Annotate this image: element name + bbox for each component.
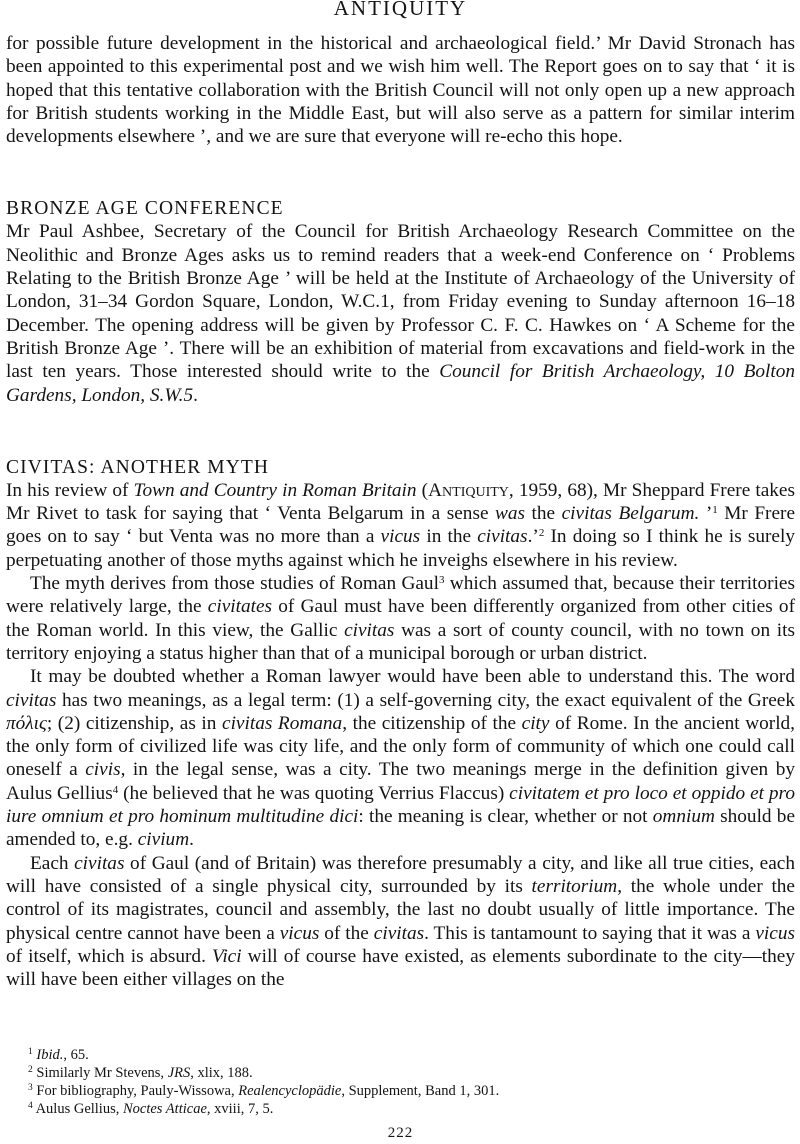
- footnote-ref-4: 4: [112, 783, 119, 796]
- latin-quotation: civitatem et pro loco et oppido et pro iure omnium et pro hominum multitudine dici: [6, 782, 795, 828]
- page-number: 222: [387, 1125, 414, 1141]
- civitas-paragraph-2: The myth derives from those studies of Roman Gaul$^3$ which assumed that, because their territories were relatively large, the civitates of Gaul must have been differently organized from other cities of the Roman world. In this view, the Gallic civitas was a sort of county council, with no town on its territory enjoying a status higher than that of a municipal borough or urban district.: [6, 573, 795, 664]
- civitas-heading: CIVITAS: ANOTHER MYTH: [6, 456, 270, 478]
- bronze-age-paragraph: Mr Paul Ashbee, Secretary of the Council for British Archaeology Research Committee on the Neolithic and Bronze Ages asks us to remind readers that a week-end Conference on ‘ Problems Relating to the British Bronze Age ’ will be held at the Institute of Archaeology of the University of London, 31–34 Gordon Square, London, W.C.1, from Friday evening to Sunday afternoon 16–18 December. The opening address will be given by Professor C. F. C. Hawkes on ‘ A Scheme for the British Bronze Age ’. There will be an exhibition of material from excavations and field-work in the last ten years. Those interested should write to the Council for British Archaeology, 10 Bolton Gardens, London, S.W.5.: [6, 221, 796, 406]
- footnote-3: $^3$ For bibliography, Pauly-Wissowa, Realencyclopädie, Supplement, Band 1, 301.: [28, 1083, 500, 1099]
- civitas-paragraph-1: In his review of Town and Country in Roman Britain (Antiquity, 1959, 68), Mr Sheppard Frere takes Mr Rivet to task for saying that ‘ Venta Belgarum in a sense was the civitas Belgarum. ’$^1$ Mr Frere goes on to say ‘ but Venta was no more than a vicus in the civitas.’$^2$ In doing so I think he is surely perpetuating another of those myths against which he inveighs elsewhere in his review.: [6, 479, 796, 571]
- cba-address: Council for British Archaeology, 10 Bolton Gardens, London, S.W.5: [6, 361, 796, 406]
- intro-paragraph: for possible future development in the historical and archaeological field.’ Mr David Stronach has been appointed to this experimental post and we wish him well. The Report goes on to say that ‘ it is hoped that this tentative collaboration with the British Council will not only open up a new approach for British students working in the Middle East, but will also serve as a pattern for similar interim developments elsewhere ’, and we are sure that everyone will re-echo this hope.: [6, 33, 795, 148]
- greek-word: πόλις: [6, 712, 47, 734]
- footnote-ref-1: 1: [712, 504, 718, 517]
- page: [6, 0, 796, 1141]
- civitas-paragraph-3: It may be doubted whether a Roman lawyer would have been able to understand this. The word civitas has two meanings, as a legal term: (1) a self-governing city, the exact equivalent of the Greek πόλις; (2) citizenship, as in civitas Romana, the citizenship of the city of Rome. In the ancient world, the only form of civilized life was city life, and the only form of community of which one could call oneself a civis, in the legal sense, was a city. The two meanings merge in the definition given by Aulus Gellius$^4$ (he believed that he was quoting Verrius Flaccus) civitatem et pro loco et oppido et pro iure omnium et pro hominum multitudine dici: the meaning is clear, whether or not omnium should be amended to, e.g. civium.: [6, 666, 796, 851]
- civitas-paragraph-4: Each civitas of Gaul (and of Britain) was therefore presumably a city, and like all true cities, each will have consisted of a single physical city, surrounded by its territorium, the whole under the control of its magistrates, council and assembly, the last no doubt usually of little importance. The physical centre cannot have been a vicus of the civitas. This is tantamount to saying that it was a vicus of itself, which is absurd. Vici will of course have existed, as elements subordinate to the city—they will have been either villages on the: [6, 852, 795, 991]
- footnote-2: $^2$ Similarly Mr Stevens, JRS, xlix, 188.: [28, 1065, 253, 1081]
- footnote-ref-2: 2: [538, 527, 545, 540]
- running-head: ANTIQUITY: [333, 0, 468, 20]
- bronze-age-heading: BRONZE AGE CONFERENCE: [6, 198, 284, 220]
- footnotes: [6, 1046, 795, 1118]
- journal-name: Antiquity: [428, 479, 509, 501]
- footnote-ref-3: 3: [438, 574, 445, 587]
- footnote-4: $^4$ Aulus Gellius, Noctes Atticae, xviii, 7, 5.: [28, 1101, 274, 1117]
- footnote-1: $^1$ Ibid., 65.: [28, 1047, 89, 1063]
